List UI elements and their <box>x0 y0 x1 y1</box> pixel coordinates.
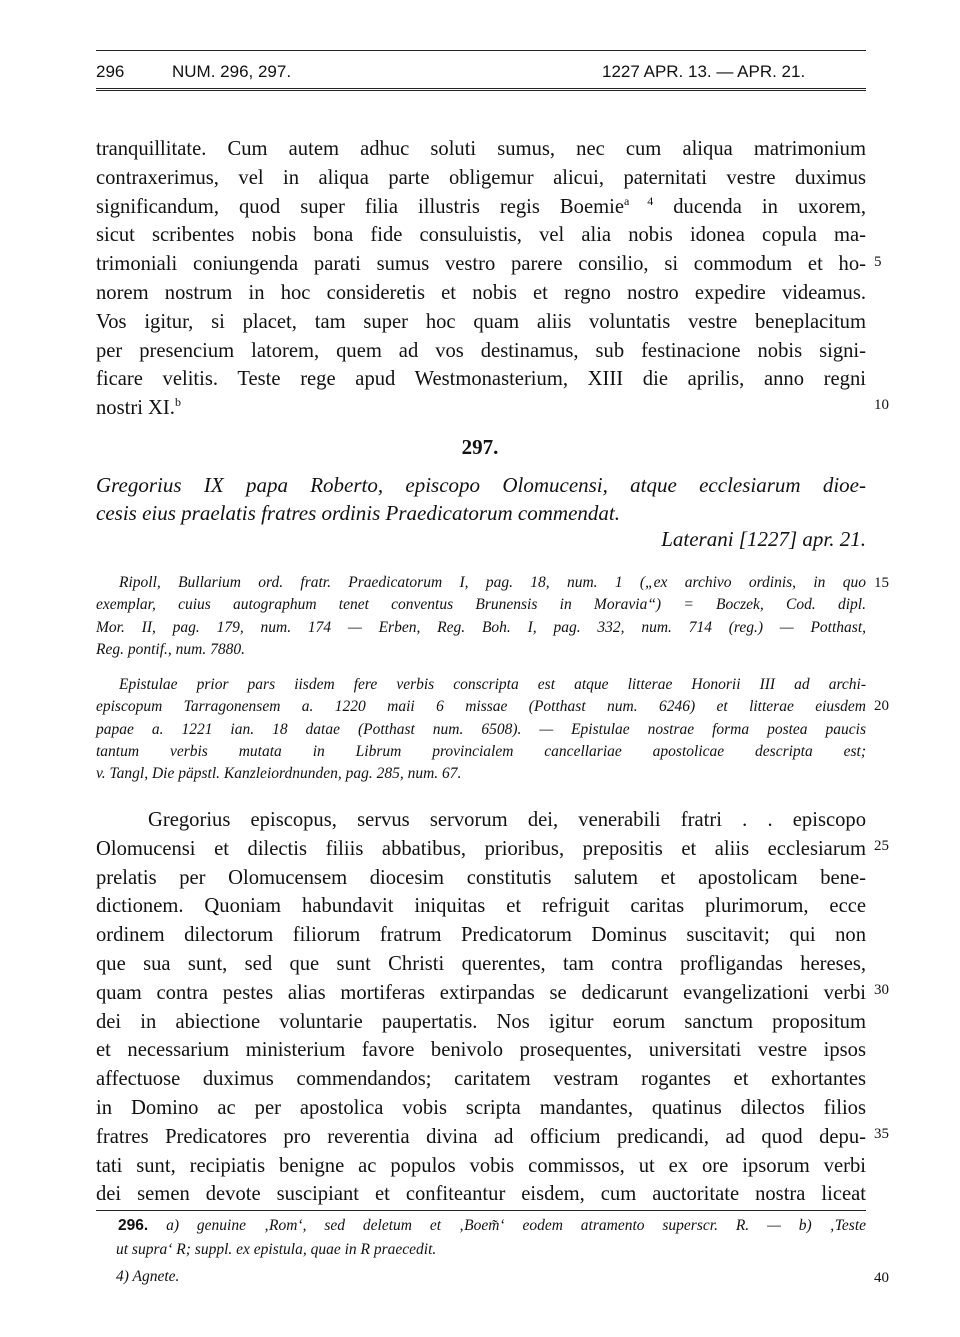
line-number: 40 <box>874 1270 889 1286</box>
regest-line: cesis eius praelatis fratres ordinis Praedicatorum commendat. <box>96 501 620 525</box>
text-line <box>96 193 866 222</box>
text-line: Gregorius episcopus, servus servorum dei, venerabili fratri . . episcopo <box>148 809 866 831</box>
line-number: 10 <box>874 397 889 413</box>
footnote-4: 4) Agnete. <box>116 1268 180 1285</box>
commentary-apparatus <box>96 674 866 785</box>
source-line: exemplar, cuius autographum tenet conventus Brunensis in Moravia“) = Boczek, Cod. dipl. <box>96 596 866 614</box>
header-rule-top <box>96 50 866 51</box>
line-number: 25 <box>874 838 889 854</box>
footnote-label: 296. <box>118 1217 149 1234</box>
text-line: Vos igitur, si placet, tam super hoc quam aliis voluntatis vestre beneplacitum <box>96 310 866 333</box>
sources-apparatus <box>96 572 866 661</box>
source-line: Mor. II, pag. 179, num. 174 — Erben, Reg. Boh. I, pag. 332, num. 714 (reg.) — Potthast, <box>96 618 866 636</box>
footnote-marker: a 4 <box>624 193 654 208</box>
text-line: affectuose duximus commendandos; caritatem vestram rogantes et exhortantes <box>96 1068 866 1091</box>
text-line: dei semen devote suscipiant et confiteantur eisdem, cum auctoritate nostra liceat <box>96 1183 866 1206</box>
line-number: 5 <box>874 254 882 270</box>
text-line: dei in abiectione voluntarie paupertatis. Nos igitur eorum sanctum propositum <box>96 1010 866 1033</box>
text-line: norem nostrum in hoc consideretis et nobis et regno nostro expedire videamus. <box>96 281 866 304</box>
text-line: ficare velitis. Teste rege apud Westmonasterium, XIII die aprilis, anno regni <box>96 368 866 391</box>
footnote-rule <box>96 1210 866 1211</box>
commentary-line: v. Tangl, Die päpstl. Kanzleiordnunden, pag. 285, num. 67. <box>96 765 462 783</box>
text-fragment: nostri XI. <box>96 397 175 420</box>
footnotes <box>96 1214 866 1262</box>
line-number: 30 <box>874 982 889 998</box>
date-range: 1227 APR. 13. — APR. 21. <box>602 62 806 81</box>
place-date: Laterani [1227] apr. 21. <box>661 527 866 551</box>
commentary-line: Epistulae prior pars iisdem fere verbis conscripta est atque litterae Honorii III ad archi- <box>119 676 866 693</box>
document-number-297: 297. <box>461 435 499 459</box>
text-line: in Domino ac per apostolica vobis scripta mandantes, quatinus dilectos filios <box>96 1096 866 1119</box>
commentary-line: episcopum Tarragonensem a. 1220 maii 6 missae (Potthast num. 6246) et litterae eiusdem <box>96 698 866 716</box>
line-number: 35 <box>874 1126 889 1142</box>
commentary-line: tantum verbis mutata in Librum provincialem cancellariae apostolicae descripta est; <box>96 742 866 760</box>
footnote-line: ut supra‘ R; suppl. ex epistula, quae in R praecedit. <box>116 1241 437 1258</box>
commentary-line: papae a. 1221 ian. 18 datae (Potthast num. 6508). — Epistulae nostrae forma postea paucis <box>96 720 866 738</box>
text-fragment: significandum, quod super filia illustris regis Boemie <box>96 195 624 218</box>
text-line: per presencium latorem, quem ad vos destinamus, sub festinacione nobis signi- <box>96 339 866 362</box>
text-fragment: ducenda in uxorem, <box>653 195 866 218</box>
doc297-text <box>96 806 866 1209</box>
text-line: contraxerimus, vel in aliqua parte obligemur alicui, paternitati vestre duximus <box>96 166 866 189</box>
page-number: 296 <box>96 62 125 81</box>
text-line: prelatis per Olomucensem diocesim constitutis salutem et apostolicam bene- <box>96 866 866 889</box>
line-number: 20 <box>874 698 889 714</box>
text-line: quam contra pestes alias mortiferas extirpandas se dedicarunt evangelizationi verbi <box>96 981 866 1004</box>
text-line: dictionem. Quoniam habundavit iniquitas et refriguit caritas plurimorum, ecce <box>96 895 866 918</box>
footnote-text: a) genuine ‚Rom‘, sed deletum et ‚Boem̃‘ eodem atramento superscr. R. — b) ‚Teste <box>166 1217 867 1234</box>
regest-line: Gregorius IX papa Roberto, episcopo Olomucensi, atque ecclesiarum dioe- <box>96 473 866 497</box>
text-line: que sua sunt, sed que sunt Christi querentes, tam contra profligandas hereses, <box>96 952 866 975</box>
text-line: ordinem dilectorum filiorum fratrum Predicatorum Dominus suscitavit; qui non <box>96 924 866 947</box>
text-line: et necessarium ministerium favore benivolo prosequentes, universitati vestre ipsos <box>96 1039 866 1062</box>
text-line: sicut scribentes nobis bona fide consuluistis, vel alia nobis idonea copula ma- <box>96 224 866 247</box>
text-line: fratres Predicatores pro reverentia divina ad officium predicandi, ad quod depu- <box>96 1125 866 1148</box>
text-line: trimoniali coniungenda parati sumus vestro parere consilio, si commodum et ho- <box>96 253 866 276</box>
footnote-marker: b <box>174 395 181 410</box>
text-line: tati sunt, recipiatis benigne ac populos vobis commissos, ut ex ore ipsorum verbi <box>96 1154 866 1177</box>
line-number: 15 <box>874 575 889 591</box>
text-line: tranquillitate. Cum autem adhuc soluti sumus, nec cum aliqua matrimonium <box>96 138 866 160</box>
header-rule-bottom <box>96 88 866 91</box>
running-header <box>96 58 866 90</box>
text-line <box>96 394 866 423</box>
footnote-line <box>96 1214 866 1238</box>
text-line: Olomucensi et dilectis filiis abbatibus, prioribus, prepositis et aliis ecclesiarum <box>96 837 866 860</box>
doc296-text <box>96 135 866 423</box>
source-line: Reg. pontif., num. 7880. <box>96 640 245 658</box>
regest <box>96 471 866 527</box>
document-numbers: NUM. 296, 297. <box>172 62 292 81</box>
source-line: Ripoll, Bullarium ord. fratr. Praedicatorum I, pag. 18, num. 1 („ex archivo ordinis, in quo <box>119 574 866 591</box>
